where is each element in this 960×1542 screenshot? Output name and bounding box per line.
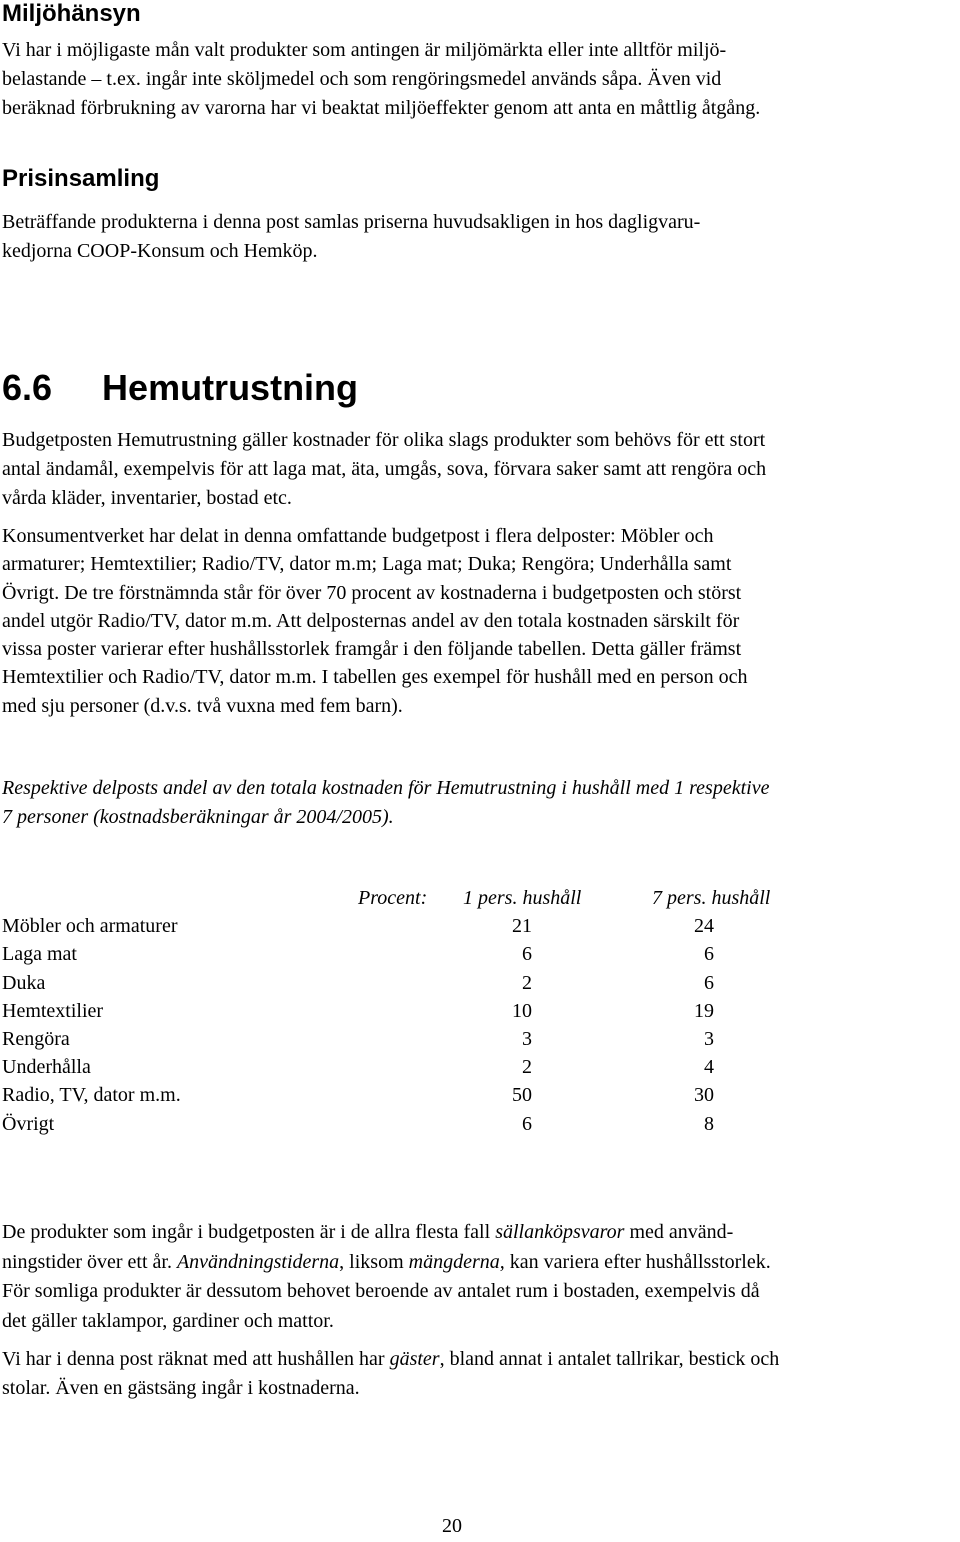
table-body [2,912,822,1138]
text-line: Vi har i möjligaste mån valt produkter som antingen är miljömärkta eller inte alltför miljö- [2,39,727,61]
value-1-person: 3 [522,1027,532,1050]
row-label: Underhålla [2,1056,91,1079]
table-row [2,940,822,968]
table-row [2,1025,822,1053]
value-7-persons: 24 [694,915,714,938]
paragraph-produkter [2,1218,958,1336]
value-1-person: 2 [522,1056,532,1079]
section-heading-hemutrustning [2,366,358,410]
text-line: armaturer; Hemtextilier; Radio/TV, dator m.m; Laga mat; Duka; Rengöra; Underhålla samt [2,553,732,576]
text-run: De produkter som ingår i budgetposten är i de allra flesta fall [2,1221,496,1243]
table-row [2,1053,822,1081]
text-line: Konsumentverket har delat in denna omfattande budgetpost i flera delposter: Möbler och [2,525,714,547]
value-7-persons: 4 [704,1056,714,1079]
text-run-italic: mängderna, [408,1250,505,1273]
header-1-person: 1 pers. hushåll [463,887,582,909]
paragraph-miljohansyn [2,36,958,123]
value-1-person: 10 [512,999,532,1022]
text-line: det gäller taklampor, gardiner och mattor. [2,1309,334,1332]
text-run: med använd- [624,1221,734,1243]
value-7-persons: 8 [704,1112,714,1135]
paragraph-prisinsamling [2,208,958,266]
value-1-person: 50 [512,1084,532,1107]
text-line: Respektive delposts andel av den totala kostnaden för Hemutrustning i hushåll med 1 respektive [2,777,770,799]
text-line: stolar. Även en gästsäng ingår i kostnaderna. [2,1377,360,1399]
value-1-person: 6 [522,1112,532,1135]
text-run: Vi har i denna post räknat med att hushållen har [2,1348,390,1370]
text-line: Budgetposten Hemutrustning gäller kostnader för olika slags produkter som behövs för ett stort [2,429,766,451]
text-line: belastande – t.ex. ingår inte sköljmedel och som rengöringsmedel används såpa. Även vid [2,68,722,90]
text-run: ningstider över ett år. [2,1250,177,1273]
table-row [2,969,822,997]
table-row [2,997,822,1025]
header-procent: Procent: [358,887,428,909]
paragraph-gaster [2,1345,958,1403]
value-7-persons: 6 [704,943,714,966]
text-run: kan variera efter hushållsstorlek. [504,1250,771,1273]
text-run-italic: sällanköpsvaror [495,1221,625,1243]
section-number: 6.6 [2,367,53,408]
section-title: Hemutrustning [102,367,359,408]
row-label: Duka [2,971,46,994]
value-1-person: 6 [522,943,532,966]
row-label: Radio, TV, dator m.m. [2,1084,181,1107]
value-1-person: 2 [522,971,532,994]
text-line [2,1345,958,1374]
text-line [2,1218,958,1248]
text-line: Hemtextilier och Radio/TV, dator m.m. I tabellen ges exempel för hushåll med en person och [2,666,748,689]
page-number: 20 [442,1515,462,1537]
text-line: Beträffande produkterna i denna post samlas priserna huvudsakligen in hos dagligvaru- [2,211,701,233]
text-line: med sju personer (d.v.s. två vuxna med fem barn). [2,694,403,717]
text-line: kedjorna COOP-Konsum och Hemköp. [2,240,318,262]
text-line [2,803,958,832]
value-7-persons: 19 [694,999,714,1022]
row-label: Möbler och armaturer [2,915,178,938]
row-label: Övrigt [2,1112,55,1135]
value-7-persons: 30 [694,1084,714,1107]
caption-text: 7 personer (kostnadsberäkningar år 2004/2005). [2,806,394,828]
text-line: Övrigt. De tre förstnämnda står för över 70 procent av kostnaderna i budgetposten och störst [2,581,742,604]
text-line: vissa poster varierar efter hushållsstorlek framgår i den följande tabellen. Detta gäller främst [2,638,742,661]
header-7-persons: 7 pers. hushåll [652,887,771,909]
heading-miljohansyn: Miljöhänsyn [2,0,141,27]
cost-share-table [2,884,822,1138]
value-7-persons: 6 [704,971,714,994]
value-7-persons: 3 [704,1027,714,1050]
table-caption [2,774,958,832]
text-run: , bland annat i antalet tallrikar, bestick och [439,1348,780,1370]
text-line: andel utgör Radio/TV, dator m.m. Att delposternas andel av den totala kostnaden särskilt för [2,609,740,632]
text-line: För somliga produkter är dessutom behovet beroende av antalet rum i bostaden, exempelvis då [2,1280,760,1302]
row-label: Hemtextilier [2,999,104,1022]
table-row [2,912,822,940]
table-row [2,1110,822,1138]
table-header [2,884,822,912]
heading-prisinsamling: Prisinsamling [2,165,160,192]
text-line: vårda kläder, inventarier, bostad etc. [2,487,292,509]
text-run: , liksom [339,1250,409,1273]
value-1-person: 21 [512,915,532,938]
text-run-italic: gäster [389,1348,440,1370]
text-line: antal ändamål, exempelvis för att laga mat, äta, umgås, sova, förvara saker samt att rengöra och [2,458,767,480]
row-label: Rengöra [2,1027,70,1050]
text-line [2,1248,958,1278]
text-run-italic: Användningstiderna [176,1250,340,1273]
table-row [2,1081,822,1109]
text-line: beräknad förbrukning av varorna har vi beaktat miljöeffekter genom att anta en måttlig åtgång. [2,97,761,119]
row-label: Laga mat [2,943,77,966]
paragraph-delposter [2,522,958,720]
paragraph-hemutrustning-intro [2,426,958,513]
